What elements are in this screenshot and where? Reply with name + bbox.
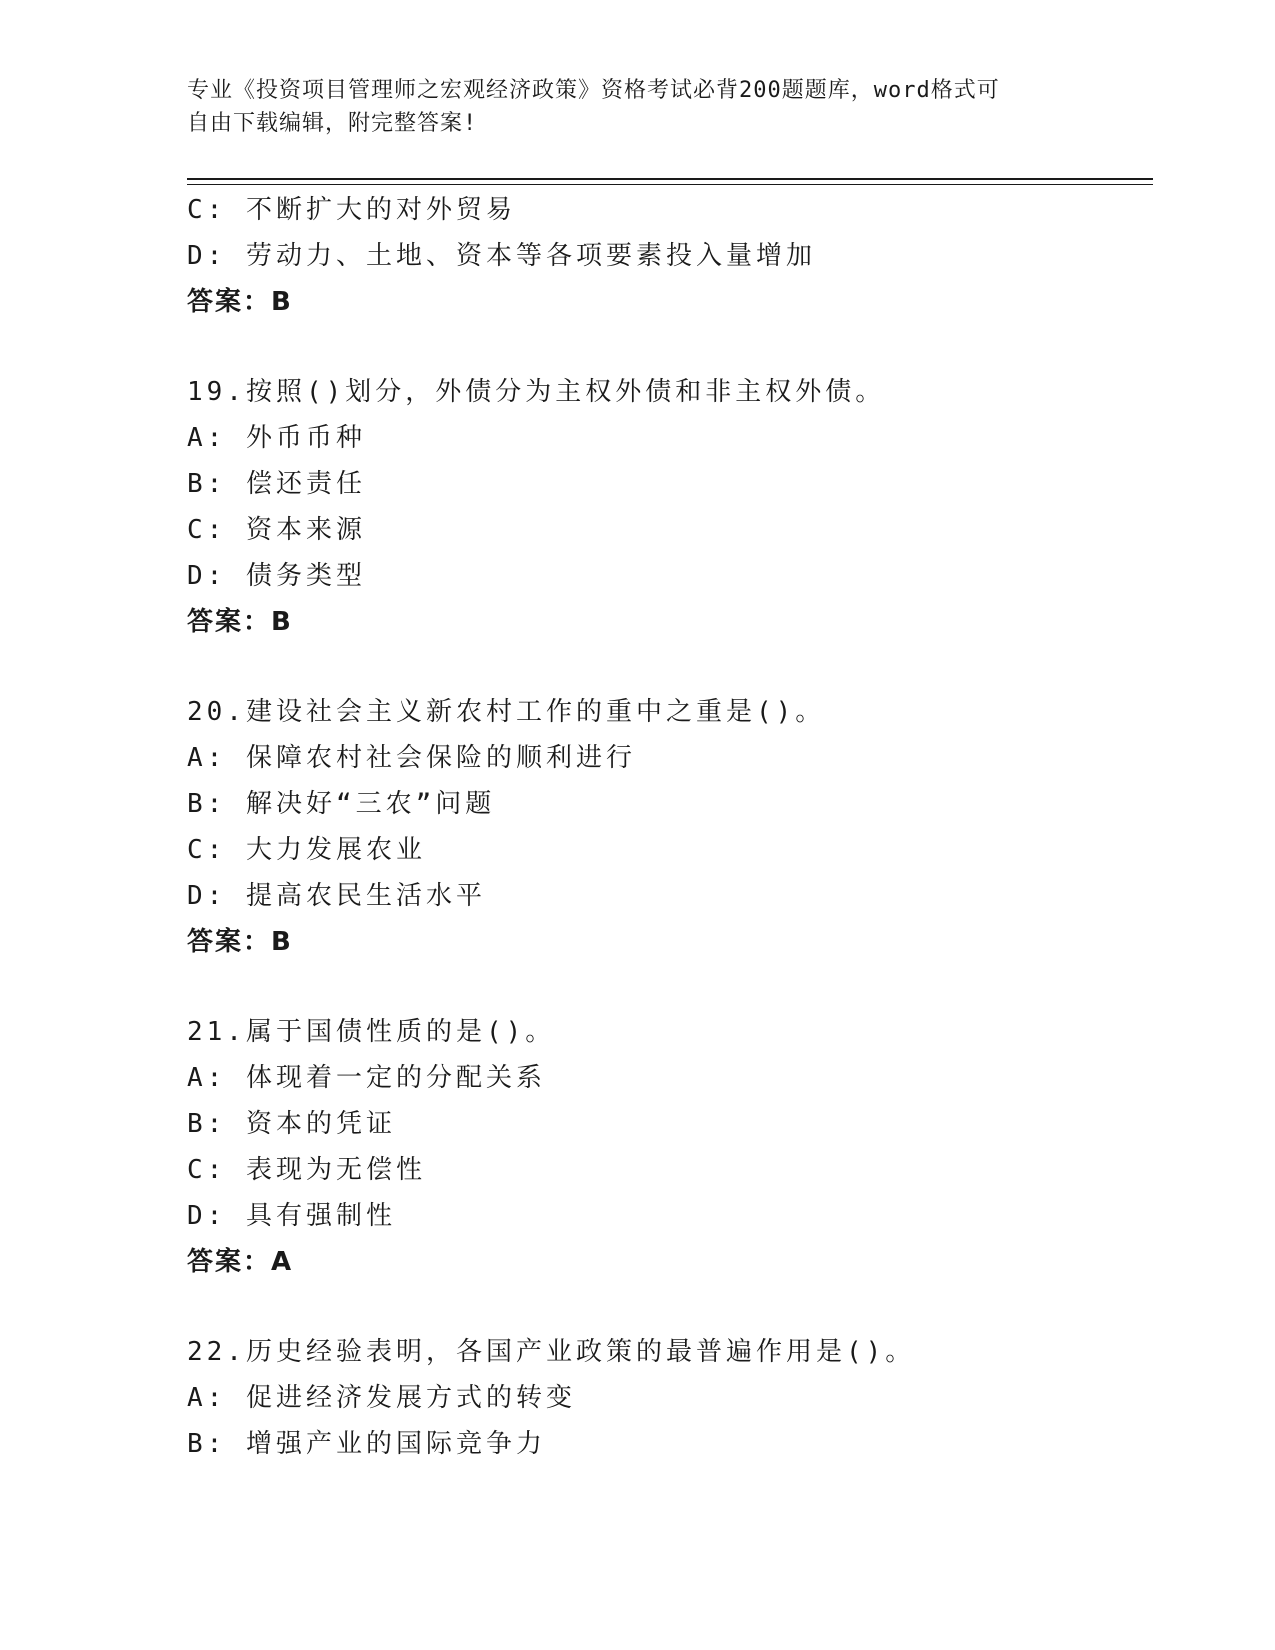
option-c: C: 资本来源 bbox=[187, 515, 366, 545]
answer-line: 答案：B bbox=[187, 607, 293, 637]
spacer bbox=[187, 1285, 1153, 1329]
answer-line: 答案：B bbox=[187, 287, 293, 317]
question-text: 20.建设社会主义新农村工作的重中之重是()。 bbox=[187, 697, 826, 727]
answer-line: 答案：A bbox=[187, 1247, 294, 1277]
option-d: D: 劳动力、土地、资本等各项要素投入量增加 bbox=[187, 241, 816, 271]
question-22 bbox=[187, 1329, 1153, 1467]
option-d: D: 提高农民生活水平 bbox=[187, 881, 486, 911]
document-header bbox=[187, 74, 1067, 140]
option-d: D: 债务类型 bbox=[187, 561, 366, 591]
question-text: 21.属于国债性质的是()。 bbox=[187, 1017, 556, 1047]
header-divider-thick bbox=[187, 178, 1153, 180]
question-list bbox=[187, 187, 1153, 1467]
question-text: 22.历史经验表明，各国产业政策的最普遍作用是()。 bbox=[187, 1337, 916, 1367]
option-b: B: 增强产业的国际竞争力 bbox=[187, 1429, 546, 1459]
option-c: C: 大力发展农业 bbox=[187, 835, 426, 865]
option-a: A: 外币币种 bbox=[187, 423, 366, 453]
question-20 bbox=[187, 689, 1153, 965]
option-d: D: 具有强制性 bbox=[187, 1201, 396, 1231]
option-a: A: 保障农村社会保险的顺利进行 bbox=[187, 743, 636, 773]
option-b: B: 解决好“三农”问题 bbox=[187, 789, 496, 819]
question-text: 19.按照()划分，外债分为主权外债和非主权外债。 bbox=[187, 377, 886, 407]
option-c: C: 表现为无偿性 bbox=[187, 1155, 426, 1185]
option-b: B: 偿还责任 bbox=[187, 469, 366, 499]
spacer bbox=[187, 965, 1153, 1009]
spacer bbox=[187, 325, 1153, 369]
header-divider-thin bbox=[187, 184, 1153, 185]
option-a: A: 体现着一定的分配关系 bbox=[187, 1063, 546, 1093]
question-18-fragment bbox=[187, 187, 1153, 325]
header-line-2: 自由下载编辑，附完整答案! bbox=[187, 111, 478, 136]
spacer bbox=[187, 645, 1153, 689]
question-19 bbox=[187, 369, 1153, 645]
header-line-1: 专业《投资项目管理师之宏观经济政策》资格考试必背200题题库，word格式可 bbox=[187, 78, 1000, 103]
option-a: A: 促进经济发展方式的转变 bbox=[187, 1383, 576, 1413]
question-21 bbox=[187, 1009, 1153, 1285]
option-c: C: 不断扩大的对外贸易 bbox=[187, 195, 516, 225]
option-b: B: 资本的凭证 bbox=[187, 1109, 396, 1139]
answer-line: 答案：B bbox=[187, 927, 293, 957]
